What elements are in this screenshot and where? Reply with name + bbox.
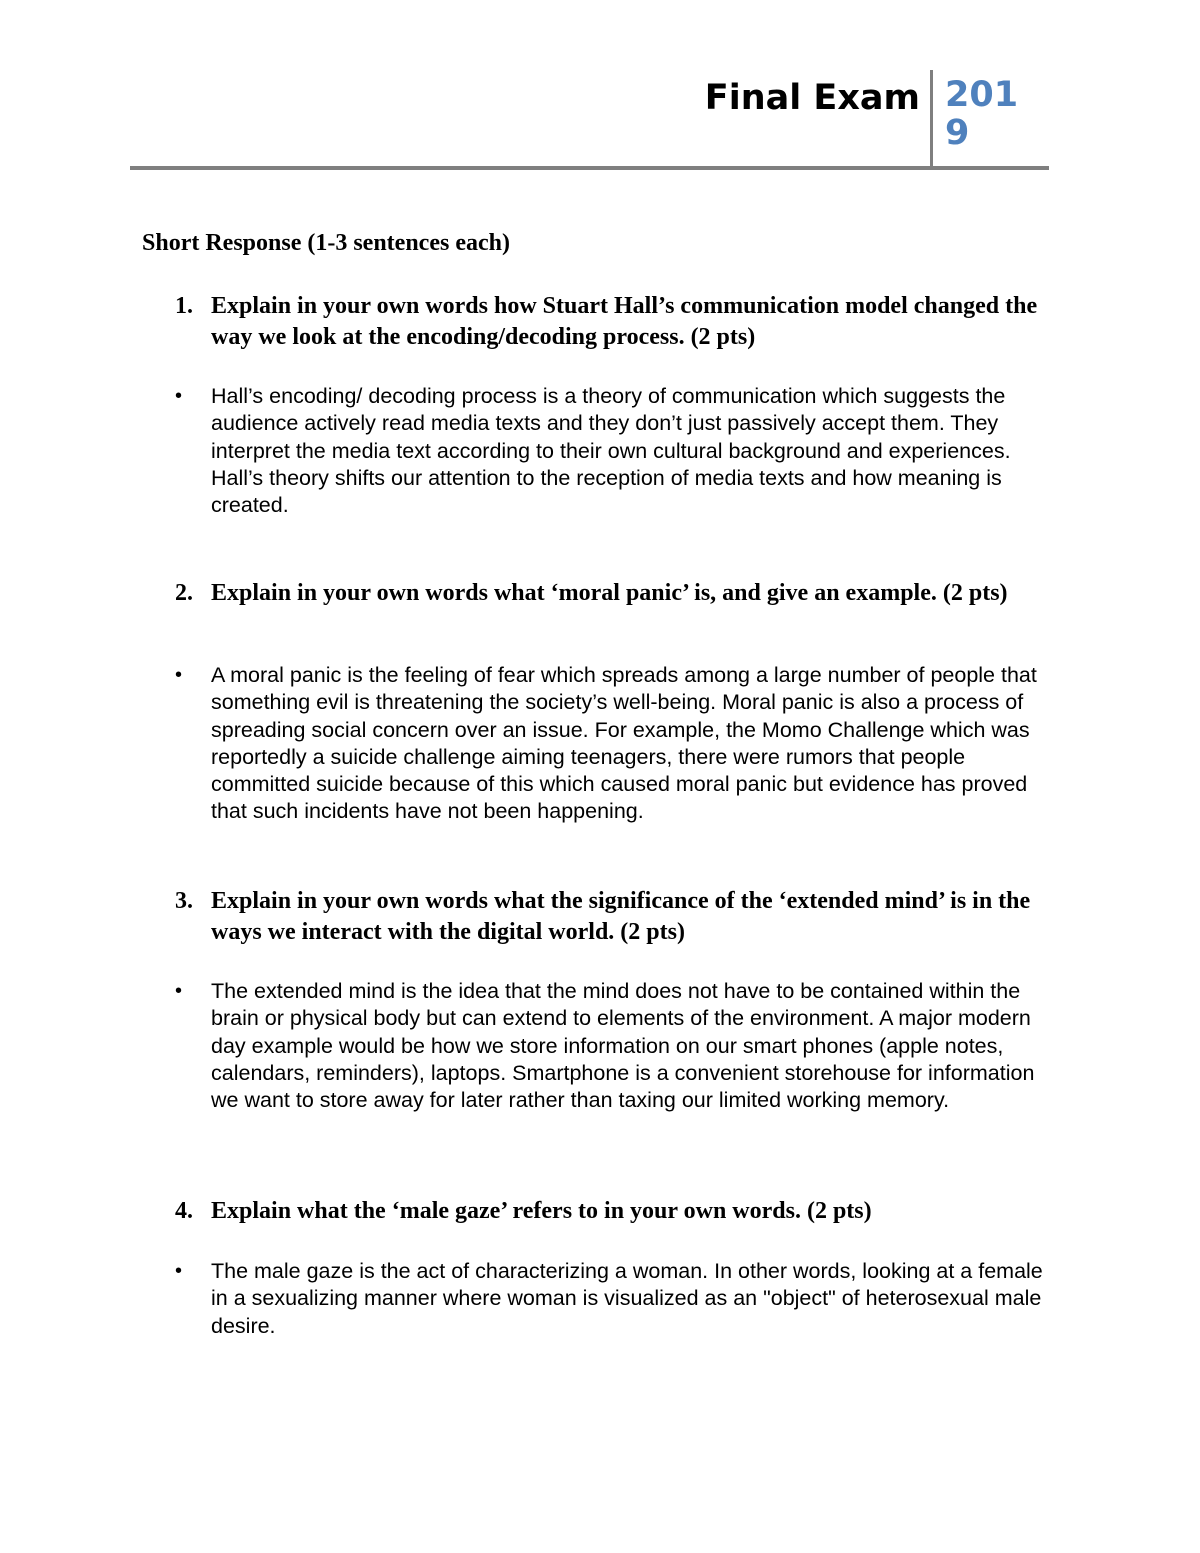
answer-4 [175,1258,1065,1340]
question-3 [175,886,1055,948]
header-rule [130,166,1049,170]
question-number: 1. [175,293,193,319]
answer-text: Hall’s encoding/ decoding process is a theory of communication which suggests the audience actively read media texts and they don’t just passively accept them. They interpret the media text according to their own cultural background and experiences. Hall’s theory shifts our attention to the reception of media texts and how meaning is created. [211,384,1011,518]
document-year: 2019 [945,75,1019,153]
question-number: 4. [175,1198,193,1224]
question-number: 2. [175,580,193,606]
answer-2 [175,662,1065,826]
bullet-icon: • [175,1260,183,1282]
answer-text: A moral panic is the feeling of fear which spreads among a large number of people that something evil is threatening the society’s well-being. Moral panic is also a process of spreading social concern over an issue. For example, the Momo Challenge which was reportedly a suicide challenge aiming teenagers, there were rumors that people committed suicide because of this which caused moral panic but evidence has proved that such incidents have not been happening. [211,663,1037,824]
header-divider [930,70,933,169]
question-number: 3. [175,888,193,914]
question-text: Explain in your own words what the significance of the ‘extended mind’ is in the ways we interact with the digital world. (2 pts) [211,888,1031,945]
answer-1 [175,383,1065,519]
answer-text: The extended mind is the idea that the mind does not have to be contained within the brain or physical body but can extend to elements of the environment. A major modern day example would be how we store information on our smart phones (apple notes, calendars, reminders), laptops. Smartphone is a convenient storehouse for information we want to store away for later rather than taxing our limited working memory. [211,979,1035,1113]
bullet-icon: • [175,980,183,1002]
question-2 [175,578,1055,609]
answer-3 [175,978,1065,1114]
question-4 [175,1196,1055,1227]
section-heading: Short Response (1-3 sentences each) [142,230,510,256]
document-title: Final Exam [704,78,920,118]
answer-text: The male gaze is the act of characterizing a woman. In other words, looking at a female in a sexualizing manner where woman is visualized as an "object" of heterosexual male desire. [211,1259,1043,1338]
bullet-icon: • [175,664,183,686]
bullet-icon: • [175,385,183,407]
question-1 [175,291,1055,353]
question-text: Explain in your own words what ‘moral panic’ is, and give an example. (2 pts) [211,580,1008,606]
question-text: Explain in your own words how Stuart Hall’s communication model changed the way we look at the encoding/decoding process. (2 pts) [211,293,1038,350]
question-text: Explain what the ‘male gaze’ refers to in your own words. (2 pts) [211,1198,872,1224]
